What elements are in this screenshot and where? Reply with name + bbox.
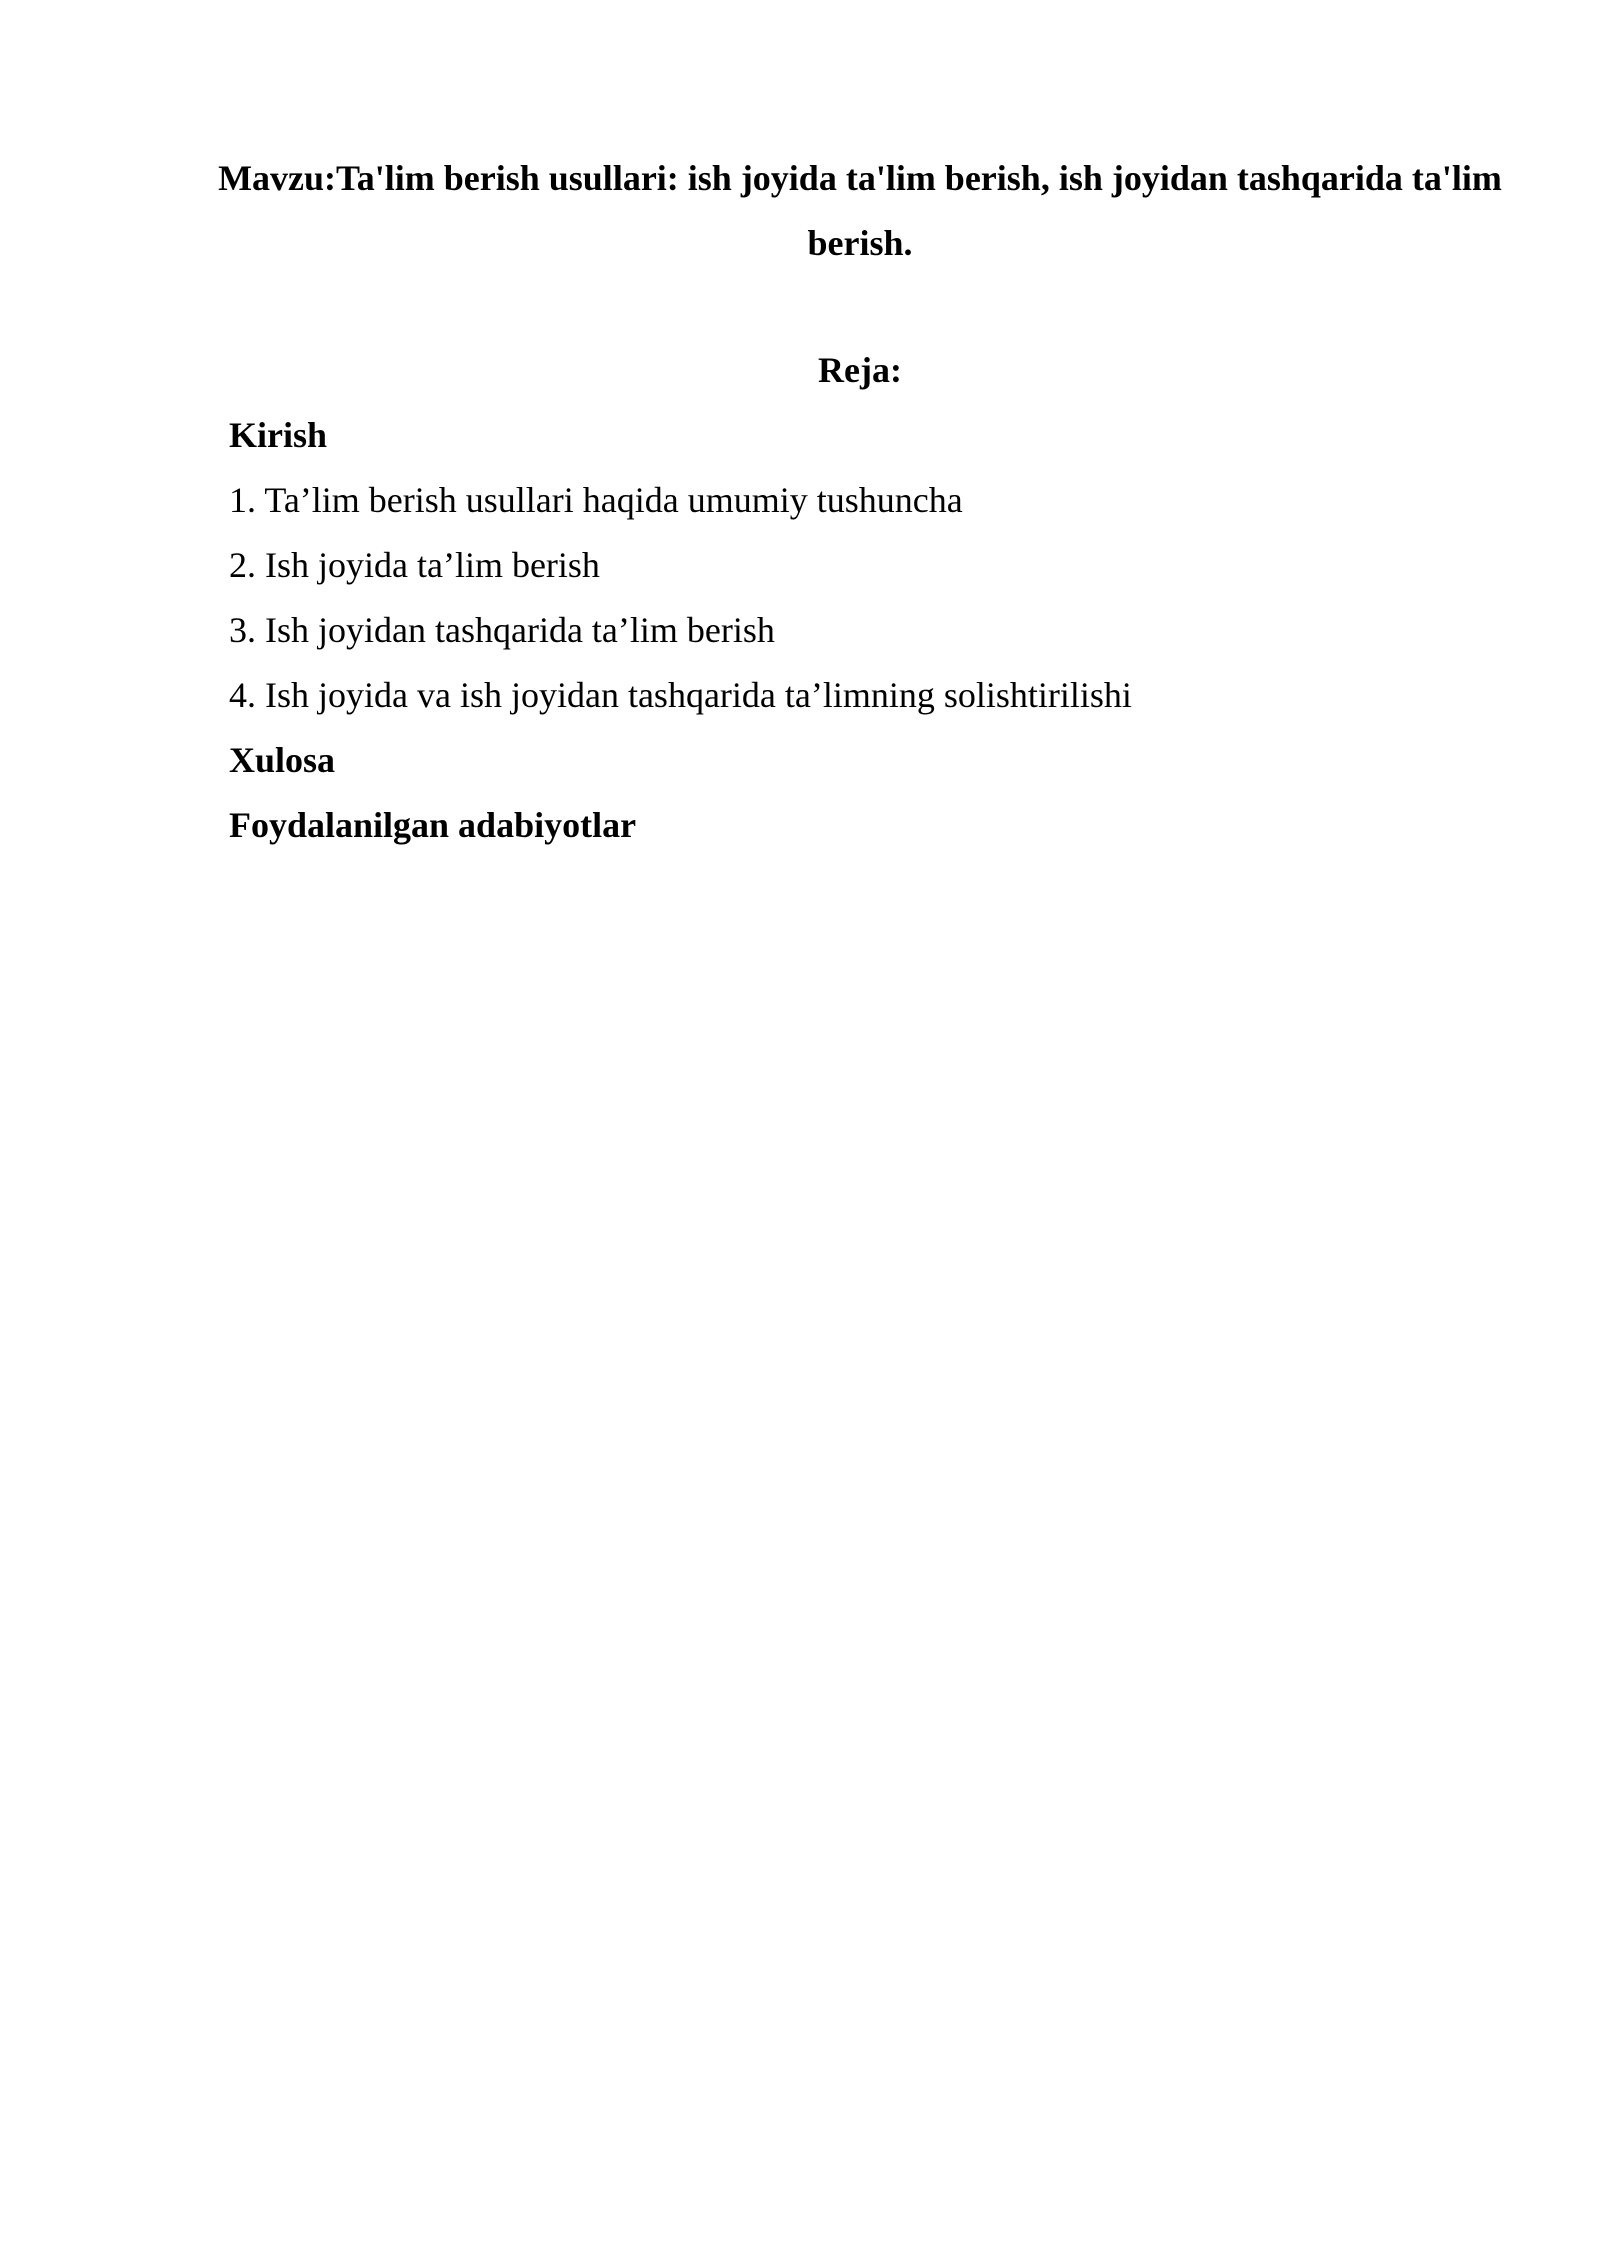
plan-references: Foydalanilgan adabiyotlar [229,805,637,845]
plan-intro: Kirish [229,415,328,455]
plan-item: 4. Ish joyida va ish joyidan tashqarida ta’limning solishtirilishi [229,675,1132,715]
document-title: Mavzu:Ta'lim berish usullari: ish joyida ta'lim berish, ish joyidan tashqarida ta'lim berish. [218,158,1502,263]
plan-list [229,403,1429,858]
plan-item: 3. Ish joyidan tashqarida ta’lim berish [229,610,775,650]
plan-conclusion: Xulosa [229,740,336,780]
plan-item: 1. Ta’lim berish usullari haqida umumiy tushuncha [229,480,963,520]
plan-heading: Reja: [818,350,902,390]
plan-item: 2. Ish joyida ta’lim berish [229,545,600,585]
